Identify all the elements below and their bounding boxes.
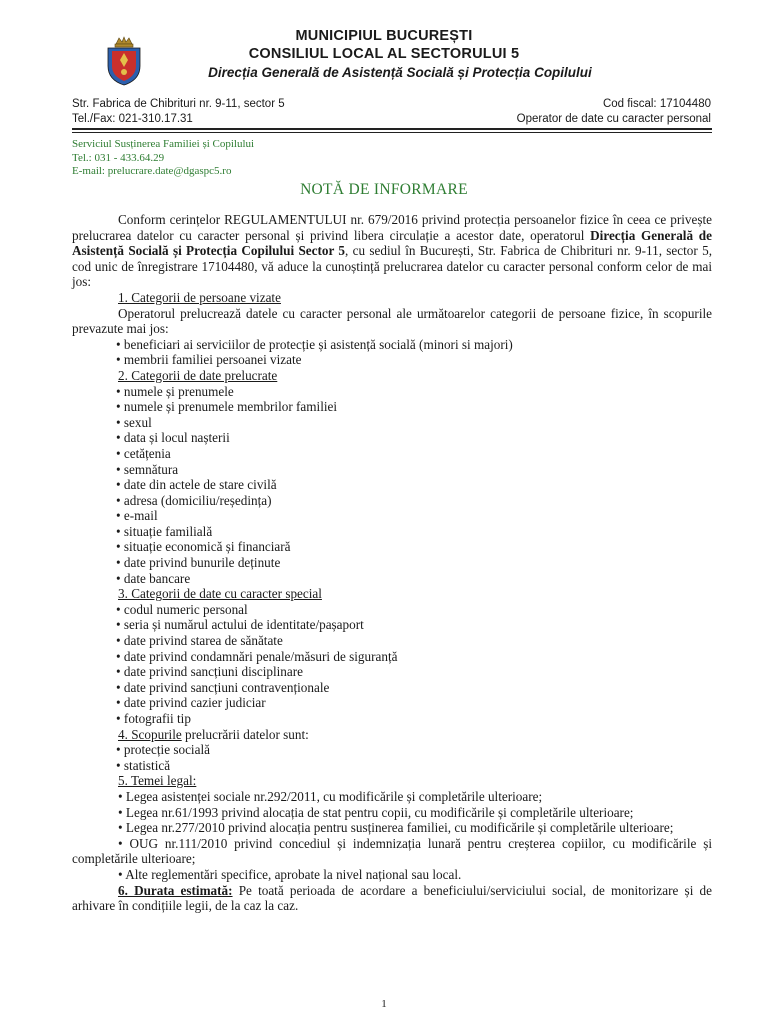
intro-paragraph (72, 212, 712, 290)
section-5-title: 5. Temei legal: (118, 773, 197, 789)
address-line: Str. Fabrica de Chibrituri nr. 9-11, sector 5 (72, 98, 285, 110)
section-3-title: 3. Categorii de date cu caracter special (118, 586, 322, 602)
list-item: • cetățenia (116, 446, 712, 462)
list-item: • sexul (116, 415, 712, 431)
header-rule-thin (72, 132, 712, 133)
service-tel: Tel.: 031 - 433.64.29 (72, 151, 165, 164)
section-1-title: 1. Categorii de persoane vizate (118, 289, 281, 305)
section-5-list (72, 789, 712, 883)
list-item: • situație familială (116, 524, 712, 540)
header-municipality: MUNICIPIUL BUCUREȘTI (295, 28, 473, 44)
page-number: 1 (381, 998, 387, 1010)
fiscal-block (517, 97, 711, 127)
list-item: • Legea nr.277/2010 privind alocația pentru susținerea familiei, cu modificările și completările ulterioare; (72, 820, 712, 836)
list-item: • date bancare (116, 571, 712, 587)
intro-text-1: Conform cerințelor REGULAMENTULUI nr. 679/2016 privind protecția persoanelor fizice în ceea ce privește prelucrarea datelor cu caracter personal și privind libera circulație a acestor date, operatorul (72, 212, 712, 243)
header-rule-thick (72, 128, 712, 130)
list-item: • date privind cazier judiciar (116, 695, 712, 711)
list-item: • date privind bunurile deținute (116, 555, 712, 571)
section-1-heading (72, 290, 712, 306)
section-2-heading (72, 368, 712, 384)
list-item: • date privind sancțiuni contravenționale (116, 680, 712, 696)
section-1-text: Operatorul prelucrează datele cu caracter personal ale următoarelor categorii de persoane fizice, în scopurile prevazute mai jos: (72, 305, 712, 337)
section-6-text: Pe toată perioada de acordare a beneficiului/serviciului social, de monitorizare și de arhivare în condițiile legii, de la caz la caz. (72, 882, 712, 914)
list-item: • numele și prenumele (116, 384, 712, 400)
document-title: NOTĂ DE INFORMARE (300, 181, 468, 198)
list-item: • adresa (domiciliu/reședința) (116, 493, 712, 509)
list-item: • OUG nr.111/2010 privind concediul și indemnizația lunară pentru creșterea copiilor, cu modificările și completările ulterioare; (72, 836, 712, 867)
list-item: • date privind sancțiuni disciplinare (116, 664, 712, 680)
list-item: • situație economică și financiară (116, 539, 712, 555)
list-item: • protecție socială (116, 742, 712, 758)
section-4-title-rest: prelucrării datelor sunt: (181, 726, 309, 742)
list-item: • semnătura (116, 462, 712, 478)
list-item: • numele și prenumele membrilor familiei (116, 399, 712, 415)
section-4-title: 4. Scopurile (118, 726, 182, 742)
service-email: E-mail: prelucrare.date@dgaspc5.ro (72, 165, 232, 177)
section-2-title: 2. Categorii de date prelucrate (118, 367, 278, 383)
list-item: • fotografii tip (116, 711, 712, 727)
section-2-list (116, 384, 712, 587)
section-4-heading (72, 727, 712, 743)
list-item: • codul numeric personal (116, 602, 712, 618)
list-item: • beneficiari ai serviciilor de protecție și asistență socială (minori si majori) (116, 337, 712, 353)
list-item: • date privind starea de sănătate (116, 633, 712, 649)
service-contact (72, 138, 254, 179)
header-council: CONSILIUL LOCAL AL SECTORULUI 5 (248, 46, 520, 62)
list-item: • Legea asistenței sociale nr.292/2011, cu modificările și completările ulterioare; (72, 789, 712, 805)
phone-line: Tel./Fax: 021-310.17.31 (72, 113, 193, 125)
section-4-list (116, 742, 712, 773)
list-item: • e-mail (116, 508, 712, 524)
list-item: • seria și numărul actului de identitate/pașaport (116, 617, 712, 633)
operator-line: Operator de date cu caracter personal (516, 113, 711, 125)
section-6-title: 6. Durata estimată: (118, 882, 233, 898)
intro-text-2: , cu sediul în București, Str. Fabrica de Chibrituri nr. 9-11, sector 5, cod unic de înregistrare 17104480, vă aduce la cunoștință prelucrarea datelor cu caracter personal conform celor de mai jos: (72, 243, 712, 290)
list-item: • date din actele de stare civilă (116, 477, 712, 493)
section-3-list (116, 602, 712, 727)
list-item: • Alte reglementări specifice, aprobate la nivel național sau local. (72, 867, 712, 883)
list-item: • data și locul nașterii (116, 430, 712, 446)
intro-operator-name: Direcția Generală de Asistență Socială și Protecția Copilului Sector 5 (72, 227, 712, 259)
fiscal-code: Cod fiscal: 17104480 (602, 98, 711, 110)
section-5-heading (72, 773, 712, 789)
section-6-paragraph (72, 883, 712, 914)
header-directorate: Direcția Generală de Asistență Socială și Protecția Copilului (208, 65, 592, 80)
list-item: • statistică (116, 758, 712, 774)
document-body (72, 212, 712, 914)
service-name: Serviciul Susținerea Familiei și Copilului (72, 138, 255, 150)
list-item: • membrii familiei persoanei vizate (116, 352, 712, 368)
section-3-heading (72, 586, 712, 602)
address-block (72, 97, 285, 127)
list-item: • date privind condamnări penale/măsuri de siguranță (116, 649, 712, 665)
section-1-list (116, 337, 712, 368)
list-item: • Legea nr.61/1993 privind alocația de stat pentru copii, cu modificările și completările ulterioare; (72, 805, 712, 821)
